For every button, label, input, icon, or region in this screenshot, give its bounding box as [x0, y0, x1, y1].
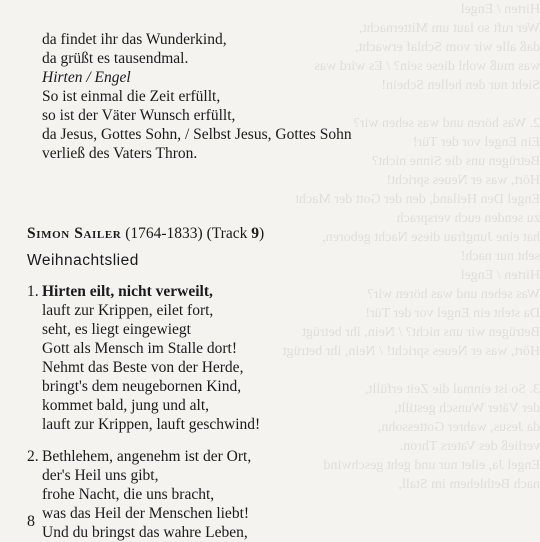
verse-line: Nehmt das Beste von der Herde, — [42, 359, 244, 376]
verse-line: lauft zur Krippen, eilet fort, — [42, 302, 214, 319]
show-through-line: zu senden euch versprach — [396, 211, 540, 226]
show-through-line: Hirten / Engel — [460, 2, 540, 17]
page-number: 8 — [27, 513, 35, 530]
show-through-line: seht nur nach! — [460, 249, 540, 264]
show-through-line: 2. Was hören und was sehen wir? — [353, 116, 540, 131]
verse-line: da Jesus, Gottes Sohn, / Selbst Jesus, Gottes Sohn — [42, 126, 352, 143]
verse-line: Gott als Mensch im Stalle dort! — [42, 340, 238, 357]
composer-years: (1764-1833) — [125, 225, 203, 242]
verse-line: da grüßt es tausendmal. — [42, 50, 189, 67]
composer-heading — [27, 225, 264, 243]
verse-line: kommet bald, jung und alt, — [42, 397, 210, 414]
show-through-line: hat eine Jungfrau diese Nacht geboren, — [322, 230, 540, 245]
speaker-label: Hirten / Engel — [42, 69, 131, 86]
show-through-line: Sieht nur den hellen Schein! — [381, 78, 540, 93]
show-through-line: Wer ruft so laut um Mitternacht, — [359, 21, 540, 36]
verse-number: 2. — [27, 448, 39, 465]
show-through-line: da Jesus, wahrer Gottessohn, — [377, 420, 540, 435]
show-through-line: Was sehen und was hören wir? — [367, 287, 540, 302]
verse-line: was das Heil der Menschen liebt! — [42, 505, 250, 522]
track-prefix: (Track — [206, 225, 252, 242]
show-through-line: Betrügen wir uns nicht? / Nein, ihr betrügt — [302, 325, 540, 340]
track-suffix: ) — [258, 225, 265, 242]
show-through-line: nach Bethlehem im Stall, — [398, 477, 540, 492]
show-through-line: 3. So ist einmal die Zeit erfüllt, — [365, 382, 540, 397]
show-through-line: verließ des Vaters Thron. — [399, 439, 540, 454]
show-through-line: Hirten / Engel — [460, 268, 540, 283]
show-through-line: Betrügen uns die Sinne nicht? — [372, 154, 540, 169]
verse-line: der's Heil uns gibt, — [42, 467, 159, 484]
verse-line: So ist einmal die Zeit erfüllt, — [42, 88, 221, 105]
show-through-line: Hört, was er Neues spricht! — [386, 173, 540, 188]
show-through-line: Ein Engel vor der Tür! — [412, 135, 540, 150]
verse-first-line: Hirten eilt, nicht verweilt, — [42, 283, 213, 300]
track-number: 9 — [251, 225, 259, 242]
show-through-line: daß alle wir vom Schlaf erwacht, — [354, 40, 540, 55]
verse-line: da findet ihr das Wunderkind, — [42, 31, 227, 48]
show-through-line: Engel Ja, eilet nur und geht geschwind — [323, 458, 540, 473]
verse-line: Bethlehem, angenehm ist der Ort, — [42, 448, 252, 465]
verse-number: 1. — [27, 283, 39, 300]
show-through-line: Engel Den Heiland, den der Gott der Macht — [295, 192, 540, 207]
show-through-line: der Väter Wunsch gestillt, — [394, 401, 540, 416]
verse-line: verließ des Vaters Thron. — [42, 145, 198, 162]
song-title: Weihnachtslied — [27, 252, 139, 269]
verse-line: frohe Nacht, die uns bracht, — [42, 486, 215, 503]
show-through-line: Hört, was er Neues spricht! / Nein, ihr betrügt — [282, 344, 540, 359]
show-through-line: was muß wohl diese sein? / Es wird was — [314, 59, 540, 74]
composer-name: Simon Sailer — [27, 225, 122, 242]
show-through-line: Da steht ein Engel vor der Tür! — [365, 306, 540, 321]
verse-line: seht, es liegt eingewiegt — [42, 321, 191, 338]
verse-line: Und du bringst das wahre Leben, — [42, 524, 248, 541]
verse-line: so ist der Väter Wunsch erfüllt, — [42, 107, 236, 124]
verse-line: bringt's dem neugebornen Kind, — [42, 378, 242, 395]
verse-line: lauft zur Krippen, lauft geschwind! — [42, 416, 261, 433]
